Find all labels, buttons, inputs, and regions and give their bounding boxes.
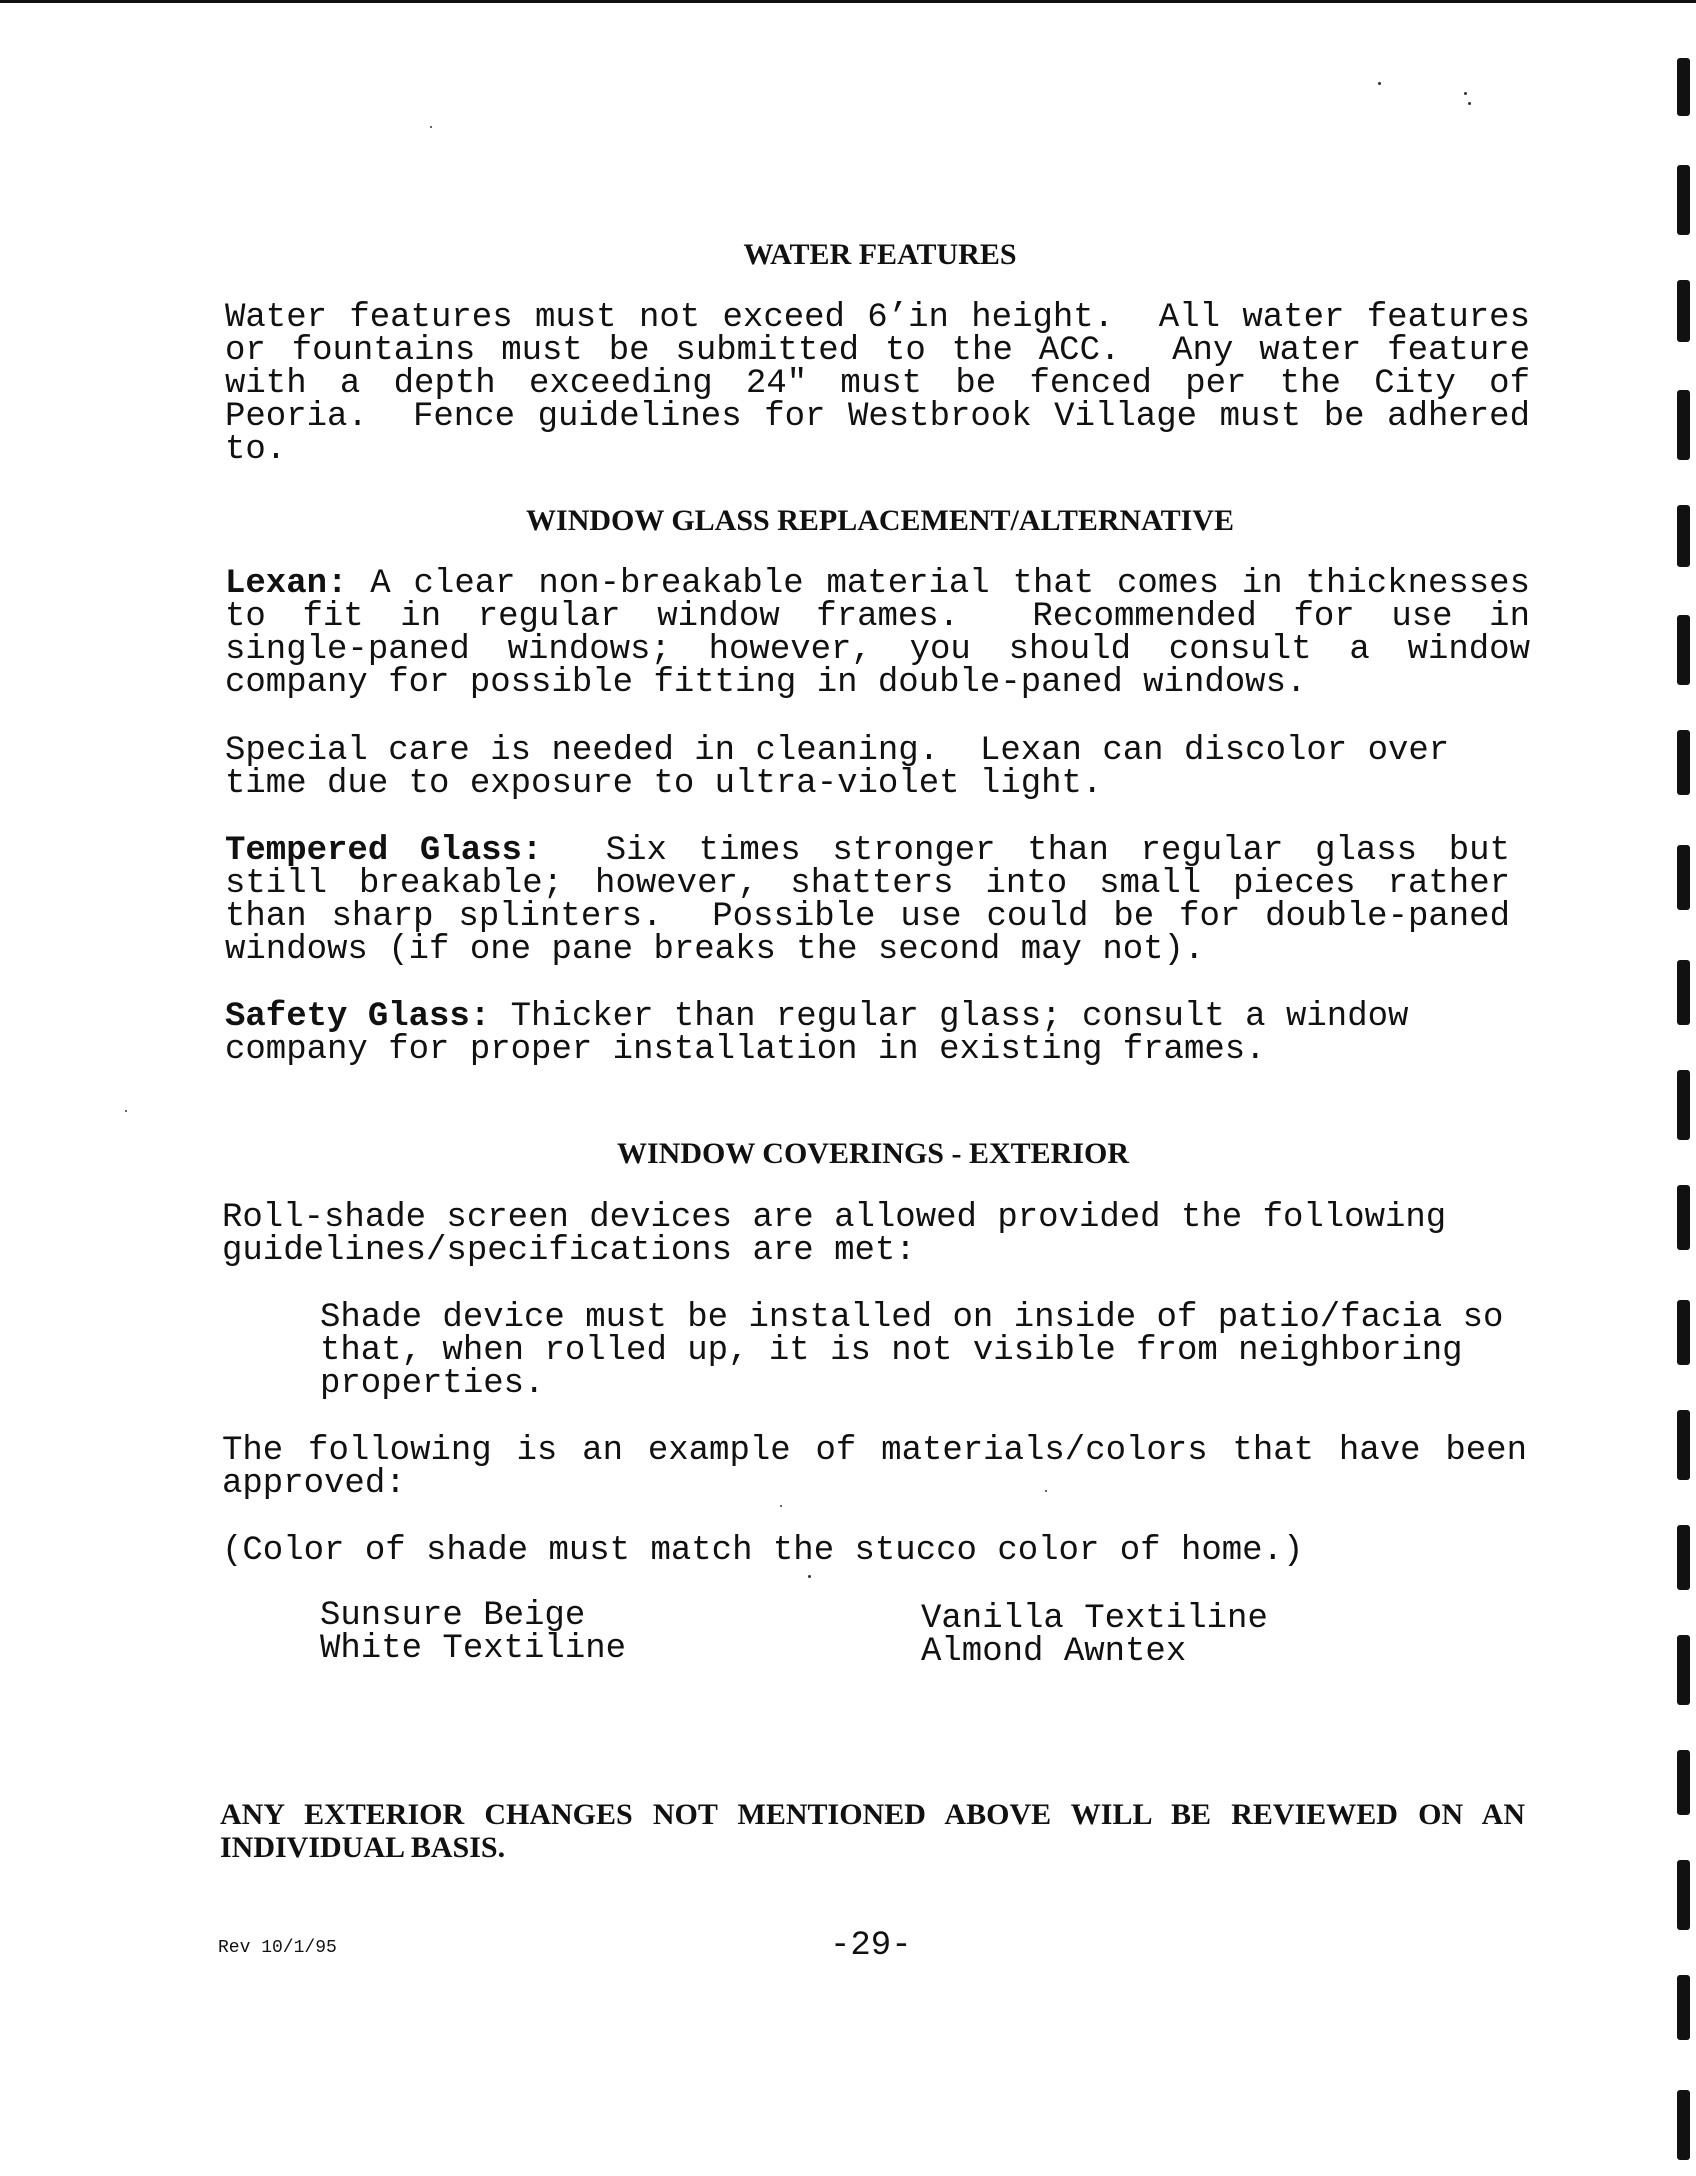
scan-speck bbox=[780, 1505, 782, 1507]
safety-glass-paragraph bbox=[225, 998, 1530, 1069]
safety-glass-text: Thicker than regular glass; consult a window company for proper installation in existing frames. bbox=[225, 998, 1429, 1069]
binding-mark bbox=[1677, 505, 1690, 567]
binding-mark bbox=[1677, 960, 1690, 1025]
binding-mark bbox=[1677, 1525, 1690, 1590]
materials-left-column bbox=[320, 1597, 820, 1668]
binding-mark bbox=[1677, 1410, 1690, 1480]
binding-mark bbox=[1677, 280, 1690, 342]
scan-speck bbox=[125, 1110, 127, 1112]
binding-mark bbox=[1677, 390, 1690, 460]
tempered-glass-paragraph bbox=[225, 832, 1531, 969]
lexan-label: Lexan: bbox=[225, 565, 348, 603]
shade-device-requirement: Shade device must be installed on inside of patio/facia so that, when rolled up, it is not visible from neighboring properties. bbox=[320, 1299, 1524, 1403]
material-item: White Textiline bbox=[320, 1630, 627, 1668]
color-note: (Color of shade must match the stucco color of home.) bbox=[222, 1532, 1304, 1570]
scan-speck bbox=[808, 1575, 811, 1578]
lexan-paragraph bbox=[225, 565, 1551, 702]
material-item: Vanilla Textiline bbox=[921, 1600, 1268, 1638]
scan-speck bbox=[1468, 102, 1471, 105]
binding-mark bbox=[1677, 1300, 1690, 1365]
material-item: Almond Awntex bbox=[921, 1633, 1187, 1671]
binding-mark bbox=[1677, 1860, 1690, 1930]
binding-mark bbox=[1677, 1635, 1690, 1705]
scan-speck bbox=[1378, 82, 1381, 85]
binding-mark bbox=[1677, 1750, 1690, 1815]
window-coverings-heading: WINDOW COVERINGS - EXTERIOR bbox=[616, 1137, 1130, 1170]
lexan-text: A clear non-breakable material that comes in thicknesses to fit in regular window frames. Recommended for use in single-paned windows; however, you should consult a window company for possible fitting in double-paned windows. bbox=[225, 565, 1551, 702]
exterior-changes-notice: ANY EXTERIOR CHANGES NOT MENTIONED ABOVE WILL BE REVIEWED ON AN INDIVIDUAL BASIS. bbox=[220, 1798, 1533, 1864]
top-border bbox=[0, 0, 1696, 3]
water-features-text: Water features must not exceed 6’in height. All water features or fountains must be submitted to the ACC. Any water feature with a depth exceeding 24" must be fenced per the City of Peoria. Fence guidelines for Westbrook Village must be adhered to. bbox=[225, 299, 1551, 469]
binding-mark bbox=[1677, 1185, 1690, 1250]
scan-speck bbox=[1045, 1490, 1047, 1492]
scan-speck bbox=[1464, 92, 1467, 95]
safety-glass-label: Safety Glass: bbox=[225, 998, 491, 1036]
tempered-glass-label: Tempered Glass: bbox=[225, 832, 543, 870]
window-glass-heading: WINDOW GLASS REPLACEMENT/ALTERNATIVE bbox=[526, 504, 1234, 537]
water-features-heading: WATER FEATURES bbox=[743, 238, 1017, 271]
binding-mark bbox=[1677, 730, 1690, 795]
binding-mark bbox=[1677, 165, 1690, 235]
page-number: -29- bbox=[830, 1927, 912, 1965]
material-item: Sunsure Beige bbox=[320, 1597, 586, 1635]
approved-materials-intro: The following is an example of materials/colors that have been approved: bbox=[222, 1432, 1548, 1503]
revision-date: Rev 10/1/95 bbox=[218, 1938, 337, 1958]
binding-mark bbox=[1677, 1070, 1690, 1140]
scan-speck bbox=[430, 126, 432, 128]
materials-right-column bbox=[921, 1600, 1421, 1671]
binding-mark bbox=[1677, 845, 1690, 910]
binding-mark bbox=[1677, 615, 1690, 685]
tempered-glass-text: Six times stronger than regular glass but still breakable; however, shatters into small pieces rather than sharp splinters. Possible use could be for double-paned windows (if one pane breaks the second may not). bbox=[225, 832, 1531, 969]
lexan-care-text: Special care is needed in cleaning. Lexan can discolor over time due to exposure to ultra-violet light. bbox=[225, 732, 1470, 803]
roll-shade-intro: Roll-shade screen devices are allowed provided the following guidelines/specifications are met: bbox=[222, 1199, 1467, 1270]
binding-mark bbox=[1677, 1975, 1690, 2040]
binding-mark bbox=[1677, 58, 1690, 116]
binding-mark bbox=[1677, 2090, 1690, 2160]
